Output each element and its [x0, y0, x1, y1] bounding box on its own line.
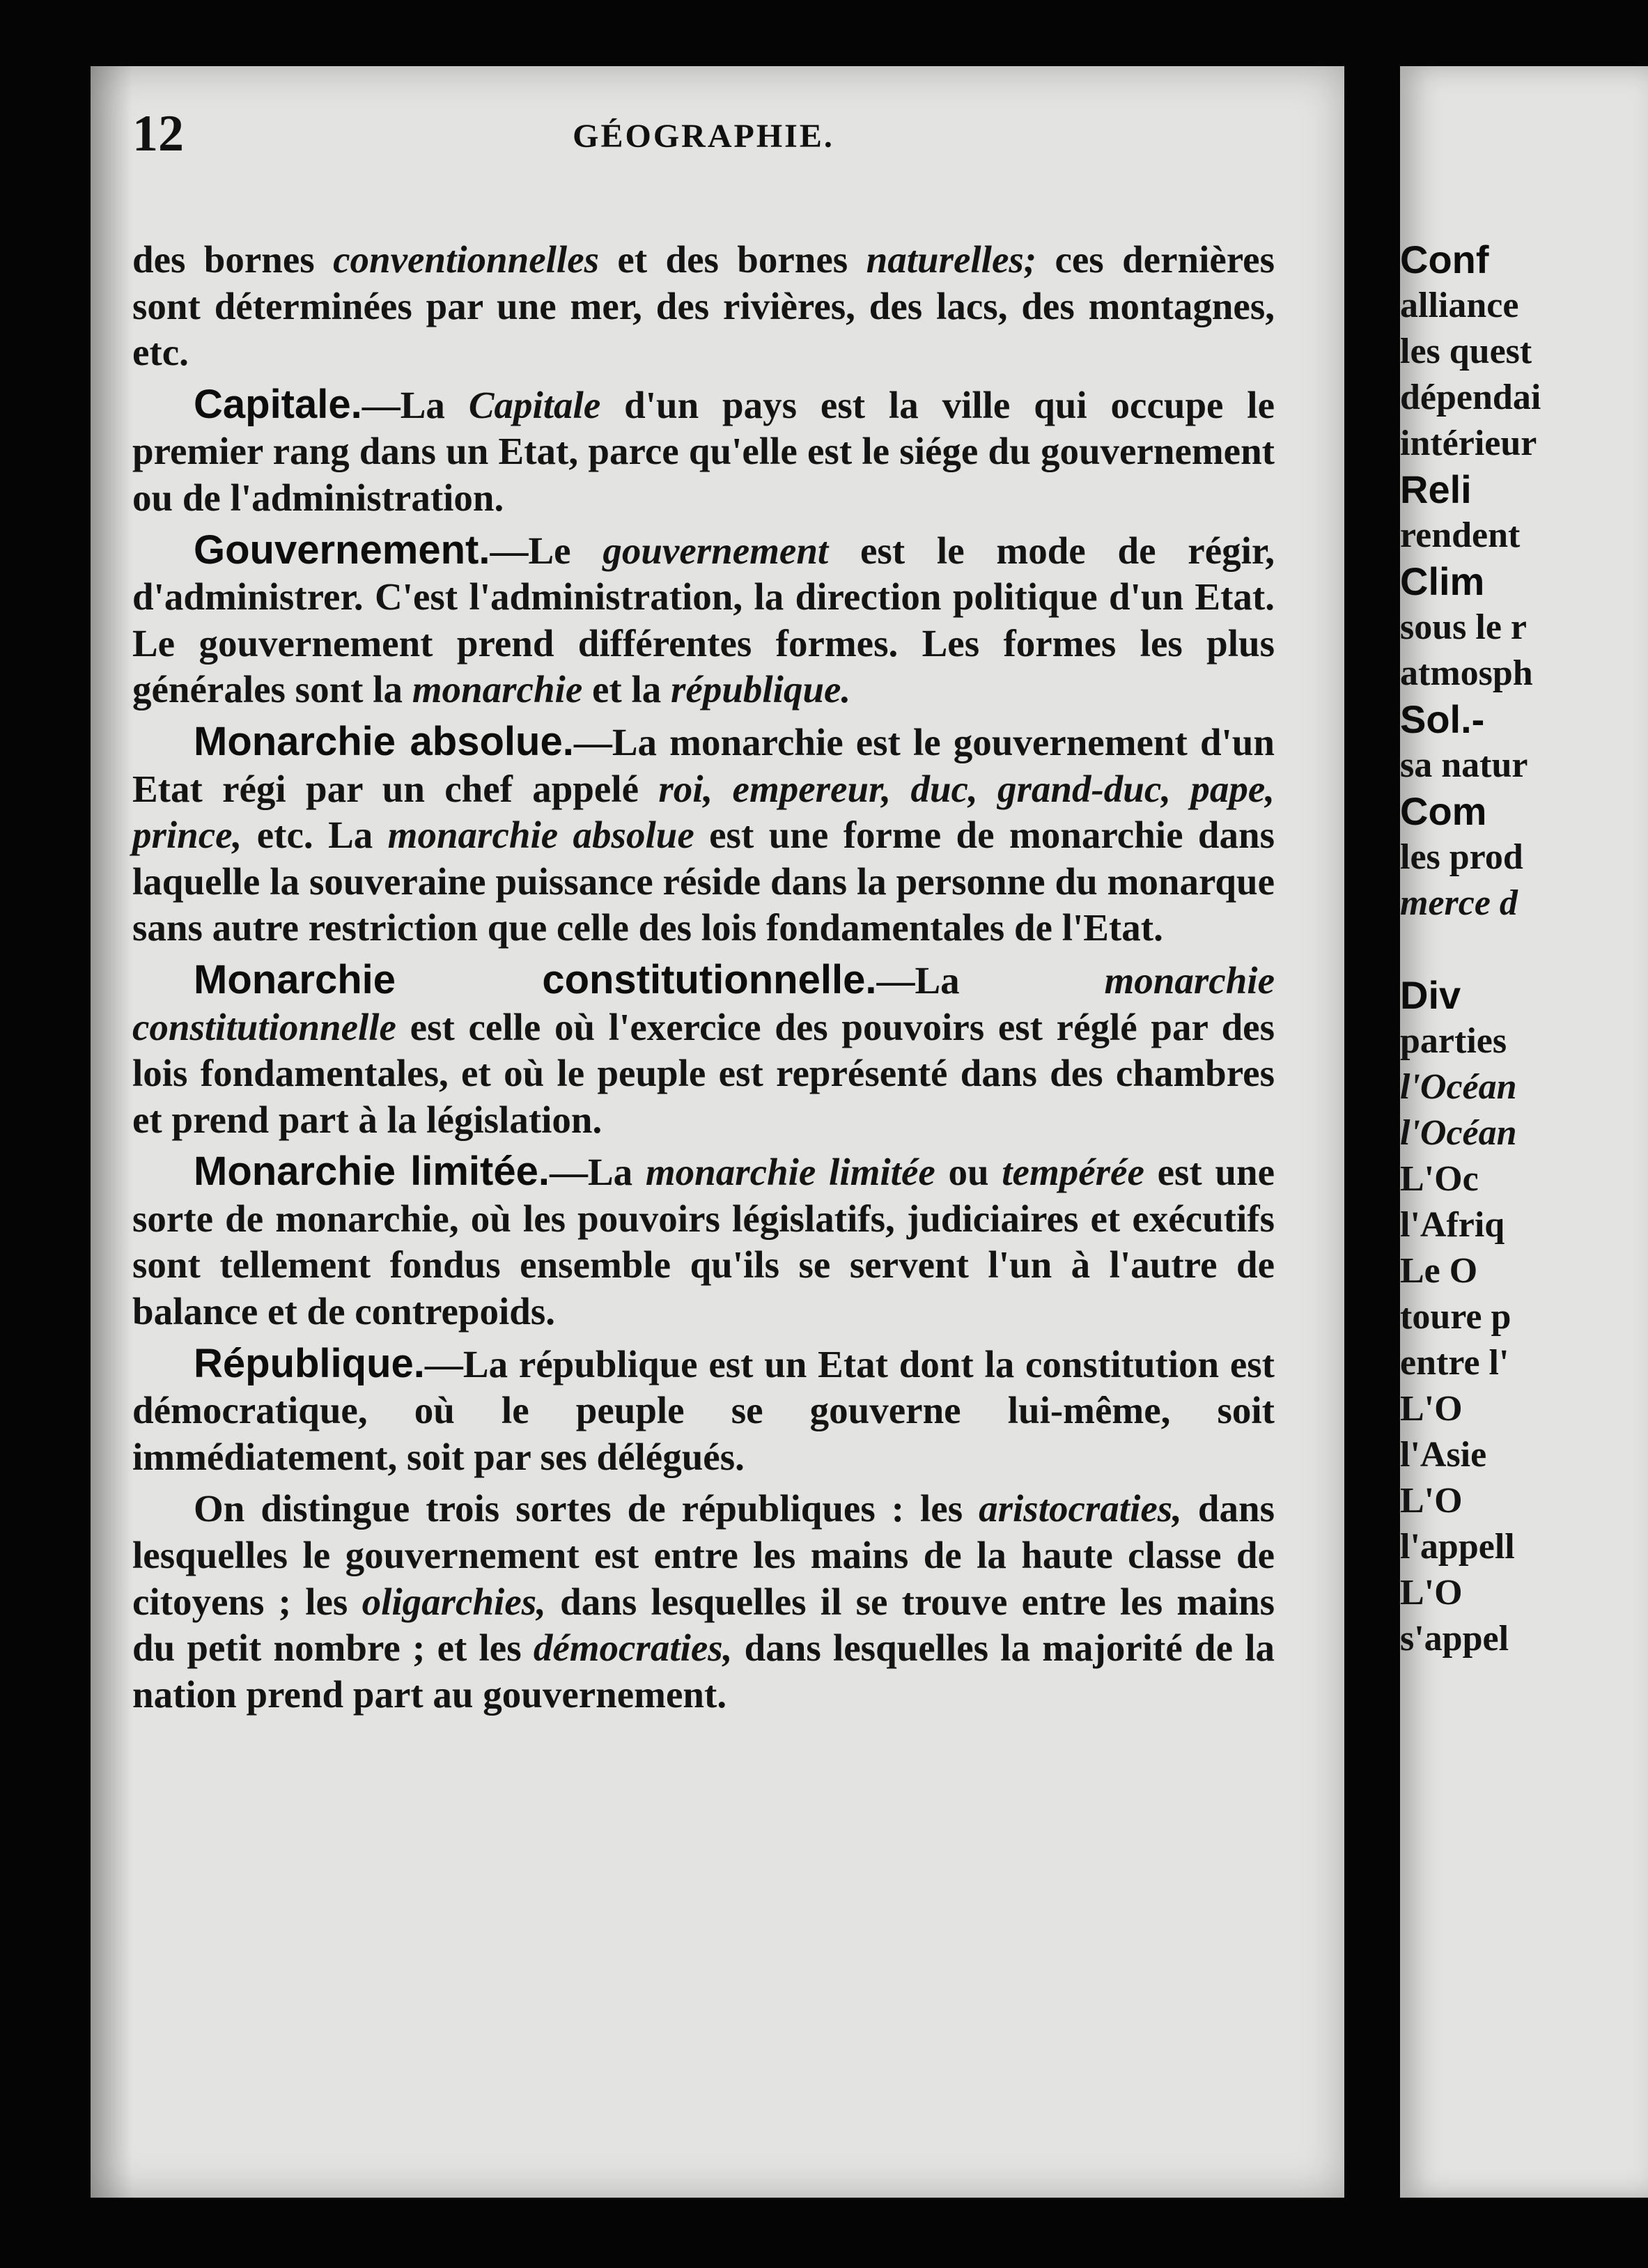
- right-page-line: [1400, 375, 1648, 421]
- paragraph: [132, 1486, 1275, 1718]
- italic-text: oligarchies,: [362, 1580, 546, 1623]
- right-page-text: l'appell: [1400, 1527, 1515, 1567]
- right-page-text: L'O: [1400, 1389, 1463, 1429]
- text-run: —La république est un Etat dont la constitution est démocratique, où le peuple se gouverne lui-même, soit immédiatement, soit par ses délégués.: [132, 1342, 1275, 1478]
- paragraph: [132, 957, 1275, 1143]
- italic-text: démocraties,: [533, 1626, 733, 1670]
- right-page-text: merce d: [1400, 883, 1518, 923]
- right-page-text: toure p: [1400, 1297, 1511, 1337]
- paragraph: [132, 719, 1275, 952]
- right-page-text: s'appel: [1400, 1619, 1509, 1659]
- paragraph-heading: Capitale.: [194, 381, 362, 427]
- text-run: —La monarchie est le gouvernement d'un Etat régi par un chef appelé: [132, 720, 1275, 810]
- text-run: ou: [935, 1151, 1002, 1194]
- right-page-line: [1400, 972, 1648, 1018]
- paragraph: [132, 1149, 1275, 1335]
- right-page-text: sa natur: [1400, 745, 1528, 785]
- right-page-line: [1400, 1386, 1648, 1432]
- right-page-line: [1400, 1156, 1648, 1202]
- text-run: dans lesquelles il se trouve entre les mains du petit nombre ; et les: [132, 1580, 1275, 1670]
- right-page-text: alliance: [1400, 286, 1519, 325]
- right-page-text: Com: [1400, 789, 1487, 833]
- right-page-line: [1400, 1616, 1648, 1662]
- paragraph-heading: Monarchie constitutionnelle.: [194, 956, 877, 1002]
- paragraph: [132, 382, 1275, 522]
- right-page-line: [1400, 926, 1648, 972]
- right-page-text: intérieur: [1400, 424, 1537, 463]
- right-page-text: dépendai: [1400, 378, 1541, 417]
- text-run: est une sorte de monarchie, où les pouvoirs législatifs, judiciaires et exécutifs sont tellement fondus ensemble qu'ils se servent l'un à l'autre de balance et de contrepoids.: [132, 1151, 1275, 1333]
- right-page-line: [1400, 1110, 1648, 1156]
- text-run: et des bornes: [599, 238, 866, 281]
- right-page-line: [1400, 421, 1648, 467]
- page-number: 12: [132, 105, 184, 162]
- text-run: —La: [876, 958, 1105, 1002]
- right-page-text: Clim: [1400, 559, 1485, 603]
- italic-text: tempérée: [1002, 1151, 1144, 1194]
- text-run: dans lesquelles la majorité de la nation prend part au gouvernement.: [132, 1626, 1275, 1716]
- text-run: ces dernières sont déterminées par une mer, des rivières, des lacs, des montagnes, etc.: [132, 238, 1275, 374]
- italic-text: monarchie: [412, 668, 583, 711]
- italic-text: monarchie constitutionnelle: [132, 958, 1275, 1048]
- right-page-line: [1400, 1340, 1648, 1386]
- right-page-line: [1400, 1248, 1648, 1294]
- text-run: des bornes: [132, 238, 334, 281]
- paragraph: [132, 237, 1275, 376]
- italic-text: aristocraties,: [979, 1487, 1182, 1530]
- right-page-line: [1400, 1570, 1648, 1616]
- running-head: GÉOGRAPHIE.: [573, 118, 834, 155]
- paragraph-heading: Monarchie absolue.: [194, 718, 574, 764]
- right-page-line: [1400, 834, 1648, 880]
- right-page-text: L'O: [1400, 1573, 1463, 1613]
- right-page-line: [1400, 1432, 1648, 1478]
- right-page-line: [1400, 789, 1648, 834]
- text-run: dans lesquelles le gouvernement est entre les mains de la haute classe de citoyens ; les: [132, 1487, 1275, 1623]
- text-run: est le mode de régir, d'administrer. C'est l'administration, la direction politique d'un Etat. Le gouvernement prend différentes formes. Les formes les plus générales sont la: [132, 529, 1275, 711]
- italic-text: monarchie absolue: [387, 814, 694, 857]
- right-page-line: [1400, 559, 1648, 605]
- right-page-line: [1400, 743, 1648, 789]
- right-page-line: [1400, 1478, 1648, 1524]
- right-page-text: L'Oc: [1400, 1159, 1479, 1199]
- right-page-text: l'Océan: [1400, 1067, 1517, 1107]
- right-page-text: Div: [1400, 973, 1461, 1017]
- text-run: d'un pays est la ville qui occupe le premier rang dans un Etat, parce qu'elle est le siége du gouvernement ou de l'administration.: [132, 383, 1275, 519]
- main-text: [132, 237, 1275, 1723]
- text-run: —La: [549, 1151, 646, 1194]
- text-run: et la: [582, 668, 671, 711]
- right-page-line: [1400, 513, 1648, 559]
- right-page-line: [1400, 697, 1648, 743]
- right-page-line: [1400, 329, 1648, 375]
- text-run: etc. La: [242, 814, 388, 857]
- paragraph-heading: République.: [194, 1340, 425, 1386]
- right-page-line: [1400, 1524, 1648, 1570]
- text-run: On distingue trois sortes de républiques : les: [194, 1487, 979, 1530]
- paragraph-heading: Monarchie limitée.: [194, 1149, 550, 1195]
- italic-text: monarchie limitée: [645, 1151, 935, 1194]
- right-page-text: sous le r: [1400, 607, 1527, 647]
- right-page-text: Conf: [1400, 238, 1489, 281]
- right-page-text: atmosph: [1400, 653, 1533, 693]
- paragraph-heading: Gouvernement.: [194, 527, 490, 573]
- right-page-line: [1400, 1202, 1648, 1248]
- right-page-text: entre l': [1400, 1343, 1509, 1383]
- right-page-text-fragments: [1400, 237, 1648, 1662]
- right-page-line: [1400, 467, 1648, 513]
- right-page-line: [1400, 1018, 1648, 1064]
- page-header: [132, 104, 1275, 167]
- right-page-text: l'Afriq: [1400, 1205, 1505, 1245]
- right-page-line: [1400, 237, 1648, 283]
- right-page-line: [1400, 651, 1648, 697]
- italic-text: naturelles;: [866, 238, 1037, 281]
- right-page-line: [1400, 283, 1648, 329]
- right-page-line: [1400, 880, 1648, 926]
- right-page-text: les quest: [1400, 332, 1532, 371]
- italic-text: roi, empereur, duc, grand-duc, pape, prince,: [132, 767, 1275, 857]
- right-page-text: parties: [1400, 1021, 1507, 1061]
- paragraph: [132, 1341, 1275, 1481]
- right-page-text: les prod: [1400, 837, 1523, 877]
- right-page-text: l'Océan: [1400, 1113, 1517, 1153]
- right-page-line: [1400, 605, 1648, 651]
- right-page-text: l'Asie: [1400, 1435, 1487, 1475]
- italic-text: république.: [671, 668, 851, 711]
- right-page-line: [1400, 1064, 1648, 1110]
- right-page-text: Sol.-: [1400, 697, 1485, 741]
- right-page-text: L'O: [1400, 1481, 1463, 1521]
- right-page-text: Le O: [1400, 1251, 1478, 1291]
- italic-text: conventionnelles: [333, 238, 600, 281]
- text-run: est celle où l'exercice des pouvoirs est réglé par des lois fondamentales, et où le peuple est représenté dans des chambres et prend part à la législation.: [132, 1005, 1275, 1141]
- text-run: —Le: [490, 529, 603, 572]
- right-page-line: [1400, 1294, 1648, 1340]
- italic-text: gouvernement: [603, 529, 829, 572]
- paragraph: [132, 527, 1275, 713]
- italic-text: Capitale: [468, 383, 601, 426]
- right-page-text: rendent: [1400, 515, 1521, 555]
- text-run: est une forme de monarchie dans laquelle la souveraine puissance réside dans la personne du monarque sans autre restriction que celle des lois fondamentales de l'Etat.: [132, 814, 1275, 949]
- right-page-text: Reli: [1400, 467, 1472, 511]
- text-run: —La: [362, 383, 469, 426]
